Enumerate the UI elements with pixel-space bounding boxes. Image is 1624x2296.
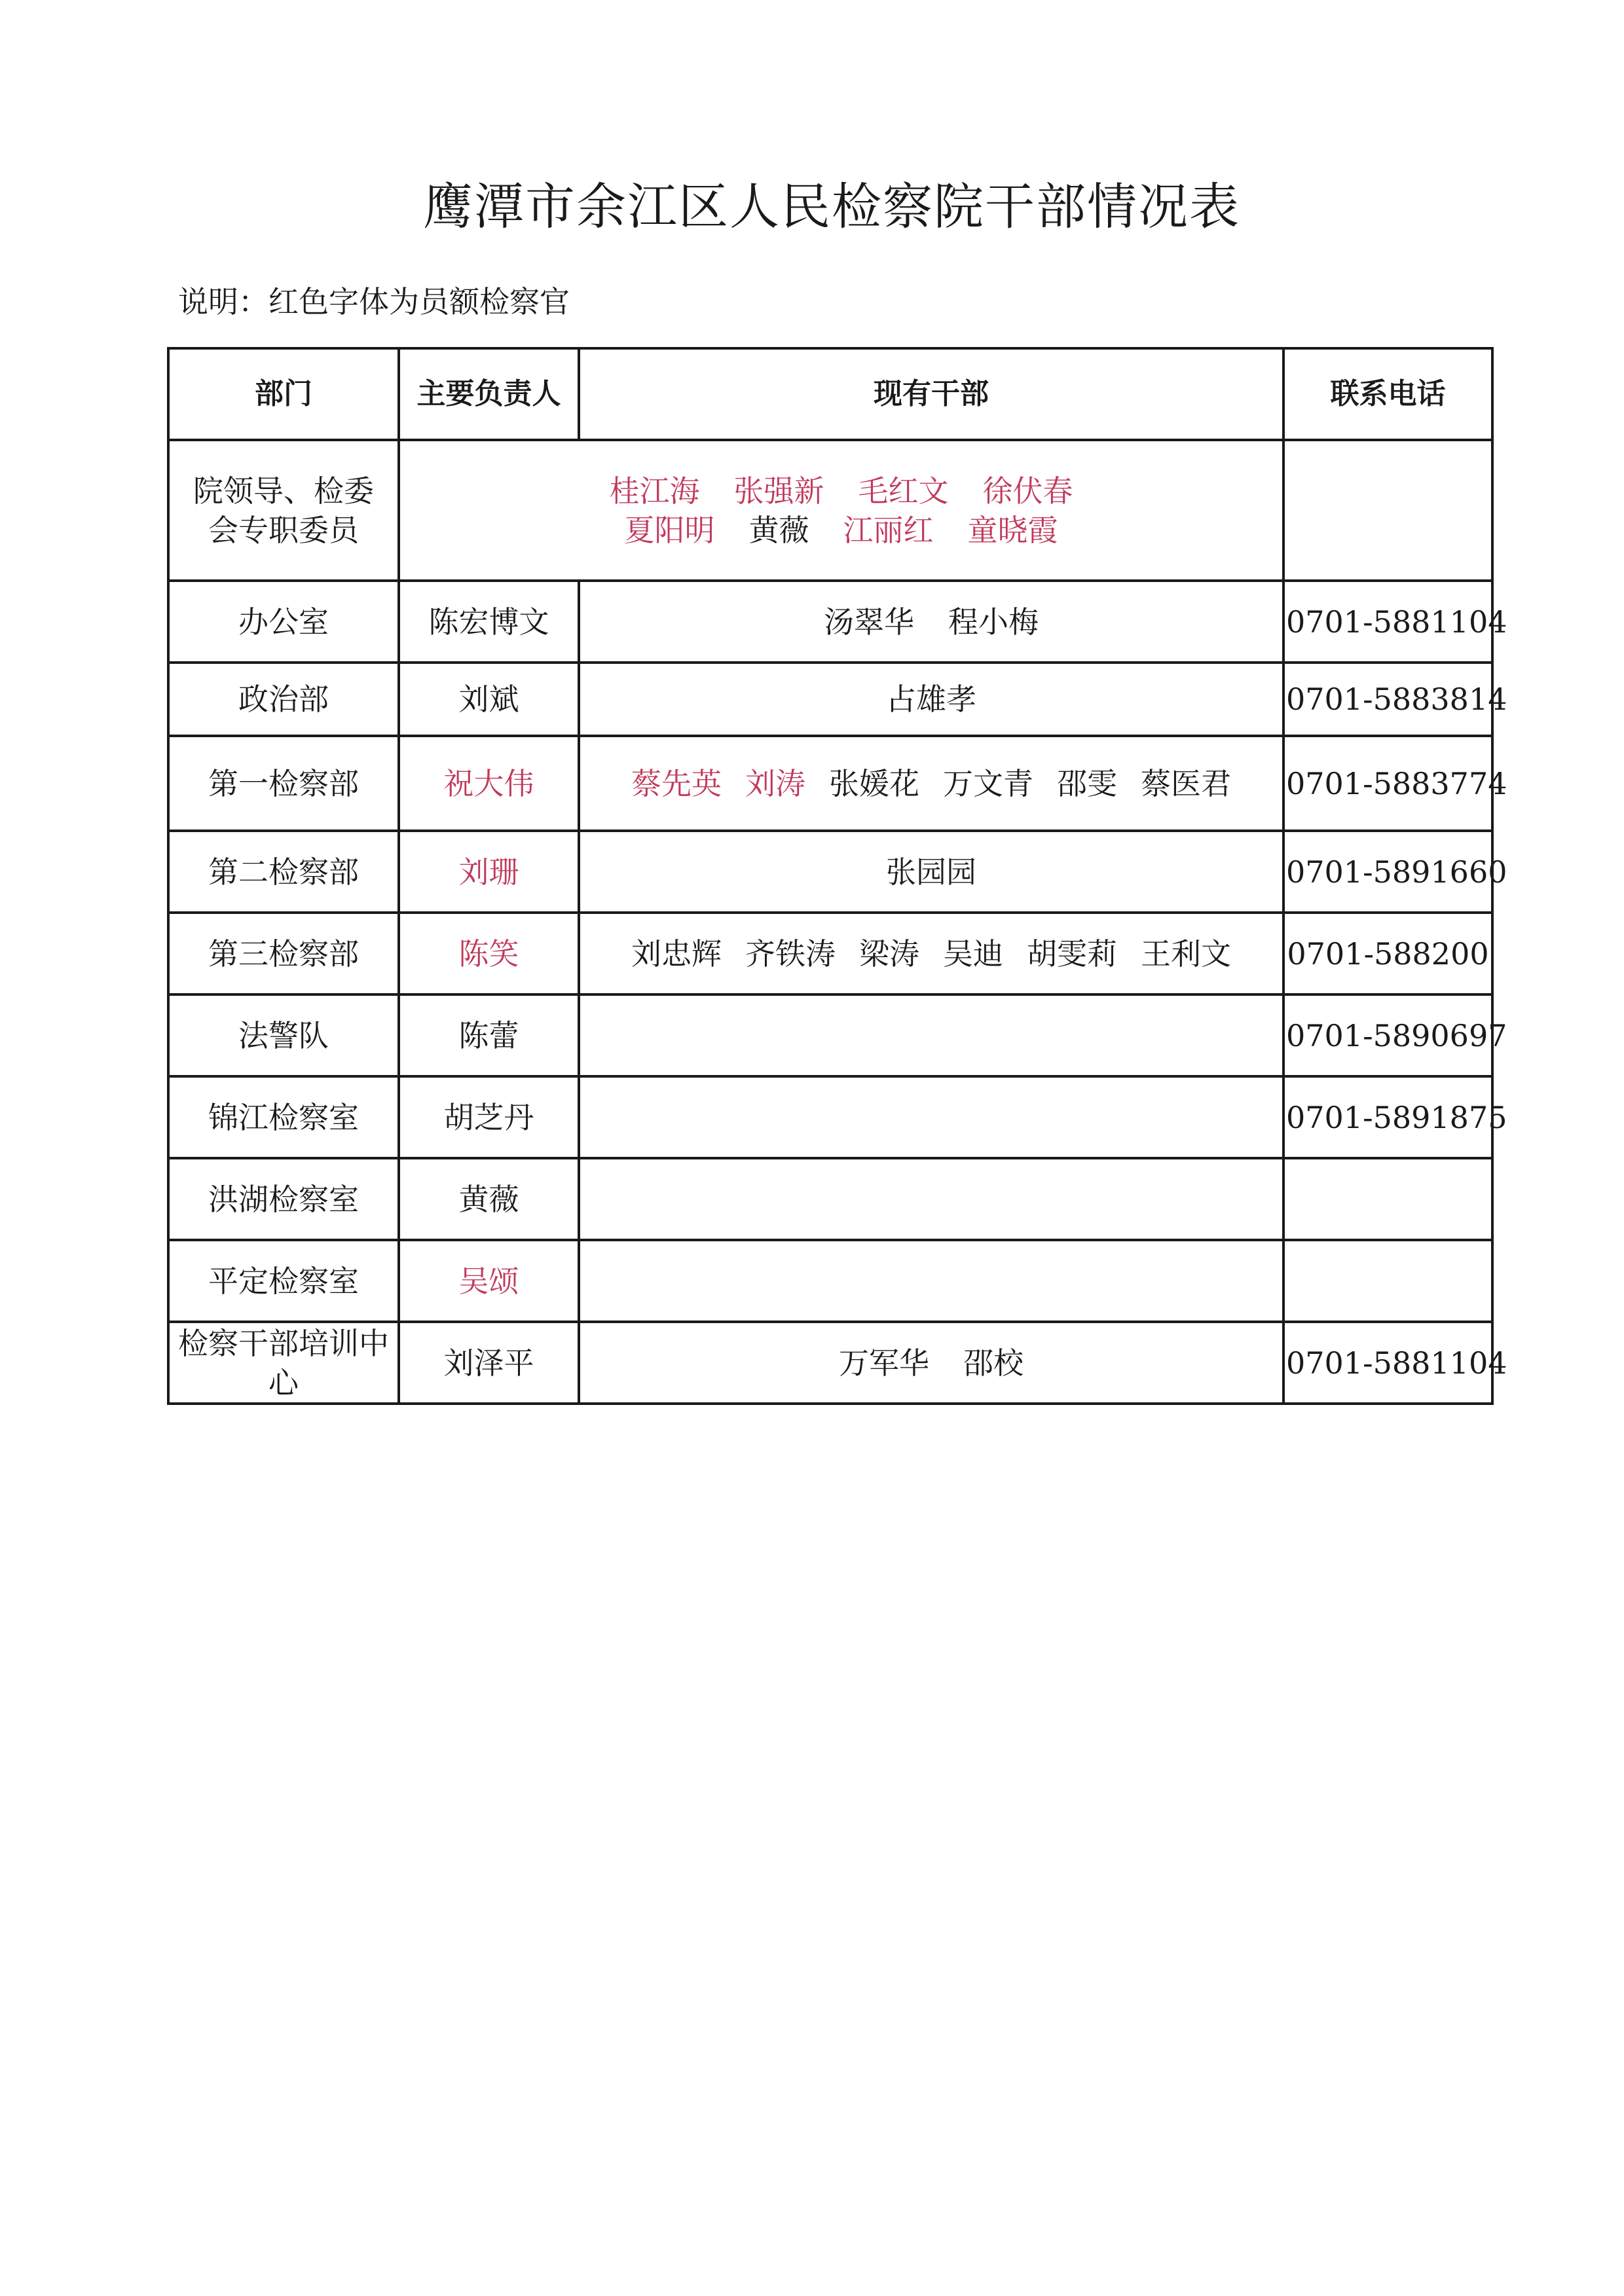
staff-name: 邵雯 <box>1057 765 1117 801</box>
table-row <box>168 1322 1492 1404</box>
phone-cell: 0701-5891660 <box>1283 831 1492 913</box>
leadership-line-2 <box>404 511 1278 550</box>
phone-cell: 0701-588200 <box>1283 913 1492 994</box>
staff-name: 刘涛 <box>745 765 805 801</box>
head-cell: 陈宏博文 <box>399 581 579 663</box>
leadership-row <box>168 440 1492 581</box>
staff-name: 齐铁涛 <box>745 936 836 972</box>
staff-name: 童晓霞 <box>967 512 1058 548</box>
table-row <box>168 736 1492 831</box>
dept-cell: 洪湖检察室 <box>168 1158 399 1240</box>
staff-name: 占雄孝 <box>886 682 976 717</box>
head-cell: 刘珊 <box>399 831 579 913</box>
leadership-dept: 院领导、检委会专职委员 <box>168 440 399 581</box>
dept-cell: 锦江检察室 <box>168 1076 399 1158</box>
header-row <box>168 348 1492 440</box>
staff-name: 张媛花 <box>829 765 919 801</box>
phone-cell: 0701-5883814 <box>1283 663 1492 736</box>
header-phone: 联系电话 <box>1283 348 1492 440</box>
head-cell: 刘斌 <box>399 663 579 736</box>
leadership-phone <box>1283 440 1492 581</box>
dept-cell: 办公室 <box>168 581 399 663</box>
staff-cell <box>579 1322 1283 1404</box>
dept-cell: 第三检察部 <box>168 913 399 994</box>
phone-cell: 0701-5883774 <box>1283 736 1492 831</box>
staff-name: 桂江海 <box>609 473 700 509</box>
staff-name: 胡雯莉 <box>1027 936 1117 972</box>
staff-cell <box>579 994 1283 1076</box>
head-cell: 胡芝丹 <box>399 1076 579 1158</box>
phone-cell: 0701-5881104 <box>1283 581 1492 663</box>
staff-cell <box>579 1076 1283 1158</box>
staff-name: 万军华 <box>839 1345 929 1381</box>
cadre-table <box>167 347 1507 1405</box>
staff-name: 毛红文 <box>858 473 949 509</box>
table-row <box>168 1076 1492 1158</box>
staff-cell <box>579 1158 1283 1240</box>
phone-cell: 0701-5891875 <box>1283 1076 1492 1158</box>
phone-cell <box>1283 1240 1492 1322</box>
dept-cell: 法警队 <box>168 994 399 1076</box>
head-cell: 陈笑 <box>399 913 579 994</box>
staff-name: 江丽红 <box>843 512 934 548</box>
header-head: 主要负责人 <box>399 348 579 440</box>
staff-name: 张园园 <box>886 854 976 890</box>
staff-cell <box>579 663 1283 736</box>
staff-cell <box>579 913 1283 994</box>
leadership-names <box>399 440 1283 581</box>
staff-name: 夏阳明 <box>624 512 715 548</box>
dept-cell: 第一检察部 <box>168 736 399 831</box>
staff-cell <box>579 831 1283 913</box>
staff-name: 王利文 <box>1141 936 1231 972</box>
table-row <box>168 1240 1492 1322</box>
table-row <box>168 581 1492 663</box>
page-title: 鹰潭市余江区人民检察院干部情况表 <box>423 177 1240 236</box>
table-row <box>168 994 1492 1076</box>
staff-cell <box>579 1240 1283 1322</box>
phone-cell: 0701-5890697 <box>1283 994 1492 1076</box>
staff-name: 邵校 <box>963 1345 1024 1381</box>
legend-note: 说明：红色字体为员额检察官 <box>178 284 570 319</box>
head-cell: 祝大伟 <box>399 736 579 831</box>
staff-cell <box>579 581 1283 663</box>
phone-cell <box>1283 1158 1492 1240</box>
staff-name: 程小梅 <box>948 604 1039 640</box>
staff-name: 梁涛 <box>859 936 919 972</box>
table-row <box>168 1158 1492 1240</box>
staff-name: 万文青 <box>943 765 1033 801</box>
dept-cell: 政治部 <box>168 663 399 736</box>
table-row <box>168 663 1492 736</box>
staff-name: 黄薇 <box>748 512 809 548</box>
header-staff: 现有干部 <box>579 348 1283 440</box>
staff-name: 张强新 <box>733 473 824 509</box>
head-cell: 吴颂 <box>399 1240 579 1322</box>
head-cell: 陈蕾 <box>399 994 579 1076</box>
staff-name: 汤翠华 <box>824 604 914 640</box>
table-row <box>168 831 1492 913</box>
staff-name: 吴迪 <box>943 936 1003 972</box>
staff-cell <box>579 736 1283 831</box>
dept-cell: 检察干部培训中心 <box>168 1322 399 1404</box>
staff-name: 徐伏春 <box>982 473 1073 509</box>
dept-cell: 平定检察室 <box>168 1240 399 1322</box>
head-cell: 黄薇 <box>399 1158 579 1240</box>
dept-cell: 第二检察部 <box>168 831 399 913</box>
staff-name: 蔡先英 <box>631 765 722 801</box>
staff-name: 刘忠辉 <box>631 936 722 972</box>
head-cell: 刘泽平 <box>399 1322 579 1404</box>
phone-cell: 0701-5881104 <box>1283 1322 1492 1404</box>
leadership-line-1 <box>404 471 1278 511</box>
staff-name: 蔡医君 <box>1141 765 1231 801</box>
table-row <box>168 913 1492 994</box>
header-dept: 部门 <box>168 348 399 440</box>
